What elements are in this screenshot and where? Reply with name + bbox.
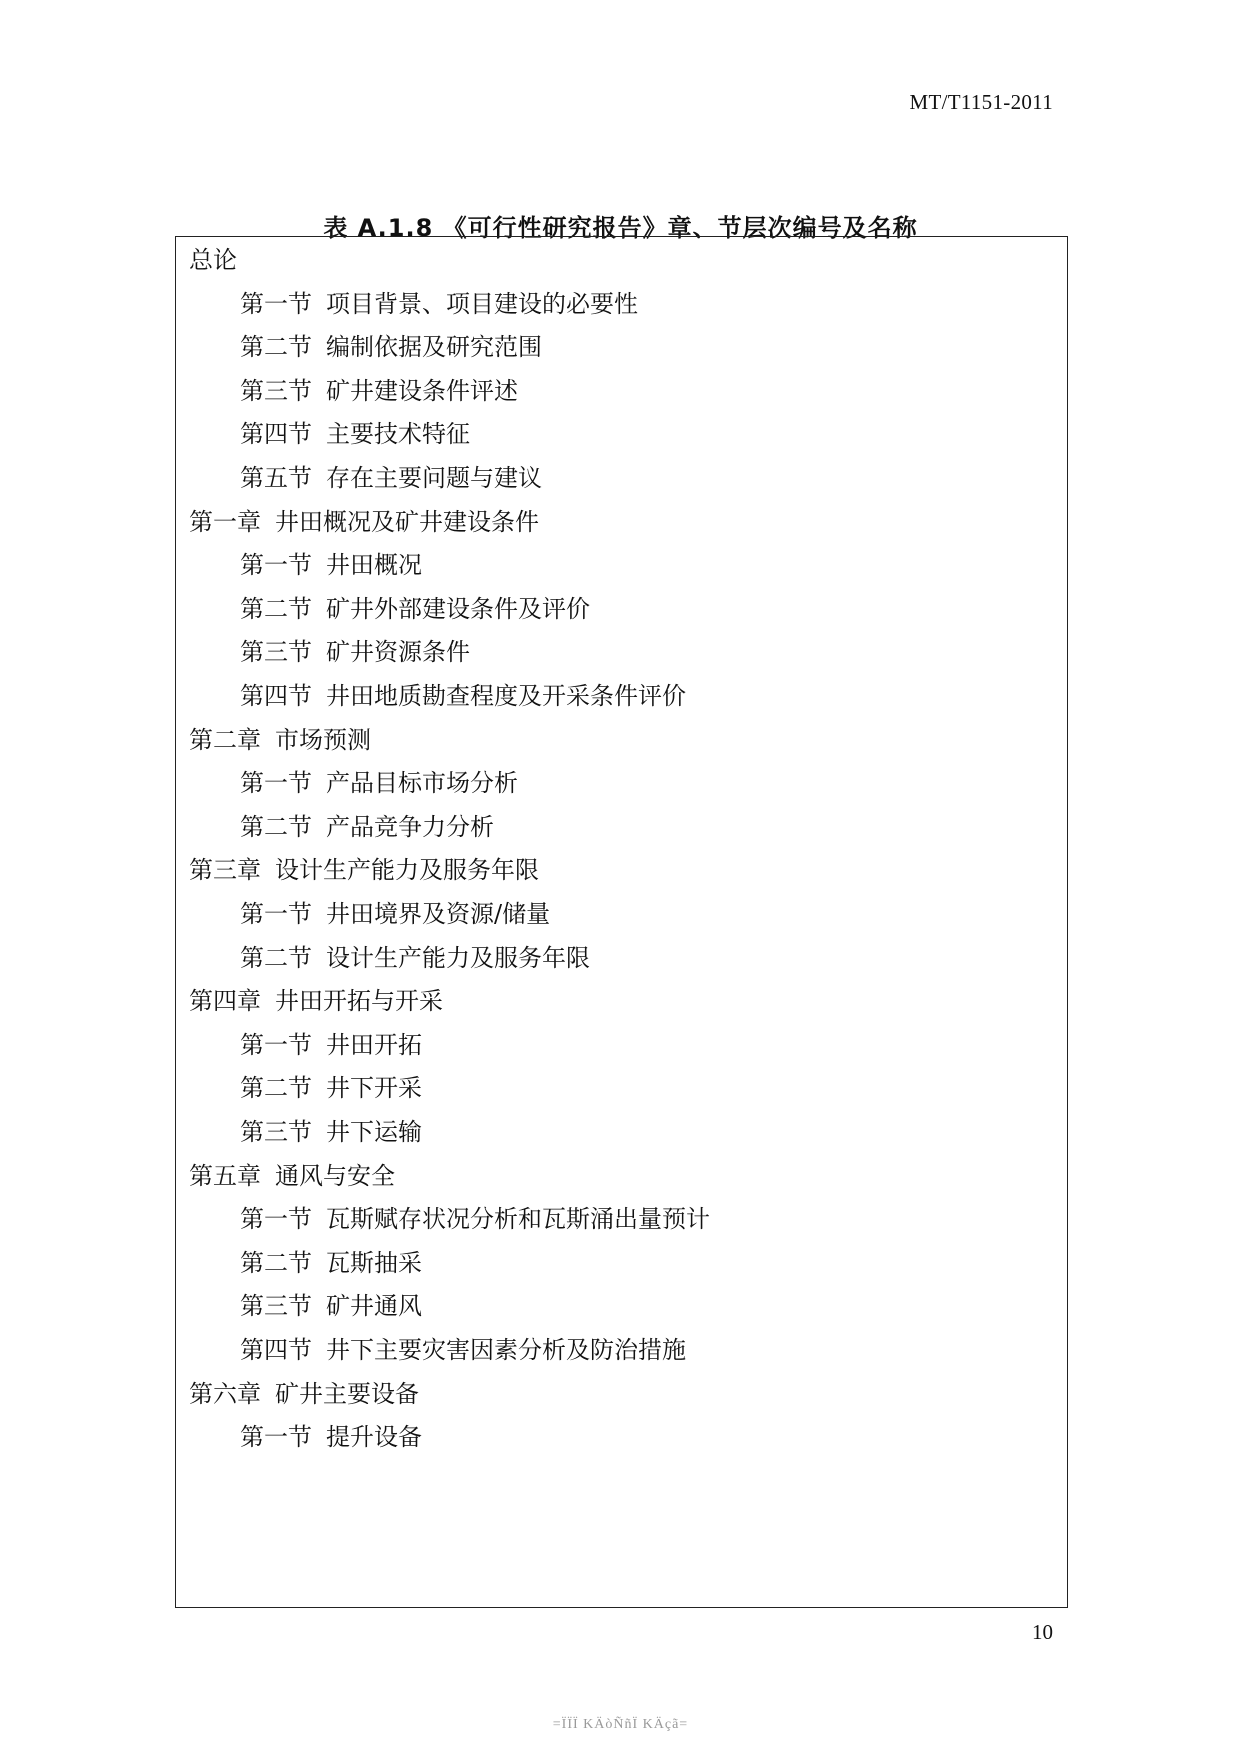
toc-title: 井下开采 [326, 1074, 422, 1103]
toc-chapter [189, 502, 539, 542]
toc-title: 井田概况及矿井建设条件 [275, 507, 539, 536]
toc-section [240, 1417, 422, 1457]
toc-number: 第一节 [240, 1205, 312, 1234]
toc-title: 设计生产能力及服务年限 [275, 856, 539, 885]
toc-number: 第一节 [240, 900, 312, 928]
toc-number: 第三章 [189, 856, 261, 885]
toc-title: 井下运输 [326, 1118, 422, 1146]
toc-number: 第二节 [240, 1074, 312, 1103]
toc-section [240, 545, 422, 585]
toc-title: 瓦斯抽采 [326, 1248, 422, 1277]
toc-title: 产品竞争力分析 [326, 812, 494, 841]
toc-chapter [189, 850, 539, 890]
toc-number: 第一节 [240, 1423, 312, 1452]
standard-code: MT/T1151-2011 [909, 90, 1053, 114]
toc-section [240, 894, 550, 934]
toc-number: 第六章 [189, 1379, 261, 1408]
toc-chapter [189, 240, 237, 280]
toc-section [240, 807, 494, 847]
toc-title: 井田开拓 [326, 1030, 422, 1059]
toc-chapter [189, 981, 443, 1021]
toc-number: 第四节 [240, 420, 312, 449]
toc-title: 项目背景、项目建设的必要性 [326, 289, 638, 318]
toc-number: 第一节 [240, 551, 312, 580]
footer-watermark: =ÏÏÏ KÄòÑñÏ KÄçã= [552, 1717, 689, 1732]
toc-title: 矿井资源条件 [326, 638, 470, 667]
toc-section [240, 284, 638, 324]
toc-title: 井田地质勘查程度及开采条件评价 [326, 682, 686, 710]
toc-section [240, 763, 518, 803]
toc-number: 第四节 [240, 1336, 312, 1364]
toc-title: 矿井外部建设条件及评价 [326, 594, 590, 623]
toc-title: 井下主要灾害因素分析及防治措施 [326, 1336, 686, 1364]
table-title: 表 A.1.8 《可行性研究报告》章、节层次编号及名称 [323, 214, 918, 242]
toc-title: 井田概况 [326, 551, 422, 580]
toc-title: 井田境界及资源/储量 [326, 900, 551, 928]
toc-section [240, 1199, 710, 1239]
toc-number: 第二节 [240, 333, 312, 362]
toc-section [240, 1112, 422, 1152]
toc-table [175, 236, 1068, 1608]
toc-title: 矿井通风 [326, 1292, 422, 1321]
toc-section [240, 589, 590, 629]
toc-section [240, 1286, 422, 1326]
toc-section [240, 371, 518, 411]
toc-section [240, 632, 470, 672]
toc-number: 第二节 [240, 1248, 312, 1277]
toc-number: 第五节 [240, 464, 312, 492]
toc-number: 第三节 [240, 1118, 312, 1146]
toc-number: 第二节 [240, 594, 312, 623]
toc-title: 总论 [189, 246, 237, 274]
toc-number: 第二节 [240, 812, 312, 841]
toc-section [240, 1068, 422, 1108]
page-number: 10 [1032, 1620, 1053, 1644]
toc-title: 通风与安全 [275, 1161, 395, 1190]
toc-number: 第三节 [240, 1292, 312, 1321]
toc-title: 瓦斯赋存状况分析和瓦斯涌出量预计 [326, 1205, 710, 1234]
toc-number: 第二章 [189, 725, 261, 754]
toc-number: 第四章 [189, 987, 261, 1016]
toc-number: 第一章 [189, 507, 261, 536]
toc-title: 存在主要问题与建议 [326, 464, 542, 492]
toc-number: 第四节 [240, 682, 312, 710]
toc-number: 第一节 [240, 769, 312, 798]
toc-section [240, 1025, 422, 1065]
toc-section [240, 676, 686, 716]
toc-title: 提升设备 [326, 1423, 422, 1452]
toc-title: 编制依据及研究范围 [326, 333, 542, 362]
toc-number: 第三节 [240, 376, 312, 405]
toc-number: 第一节 [240, 289, 312, 318]
toc-section [240, 1330, 686, 1370]
toc-number: 第一节 [240, 1030, 312, 1059]
toc-title: 产品目标市场分析 [326, 769, 518, 798]
toc-title: 市场预测 [275, 725, 371, 754]
toc-title: 矿井建设条件评述 [326, 376, 518, 405]
toc-section [240, 327, 542, 367]
toc-section [240, 1243, 422, 1283]
toc-title: 井田开拓与开采 [275, 987, 443, 1016]
toc-title: 矿井主要设备 [275, 1379, 419, 1408]
toc-number: 第二节 [240, 943, 312, 972]
toc-section [240, 938, 590, 978]
toc-chapter [189, 1156, 395, 1196]
toc-number: 第五章 [189, 1161, 261, 1190]
toc-chapter [189, 1374, 419, 1414]
toc-title: 设计生产能力及服务年限 [326, 943, 590, 972]
toc-chapter [189, 720, 371, 760]
toc-title: 主要技术特征 [326, 420, 470, 449]
toc-number: 第三节 [240, 638, 312, 667]
toc-section [240, 458, 542, 498]
toc-section [240, 414, 470, 454]
